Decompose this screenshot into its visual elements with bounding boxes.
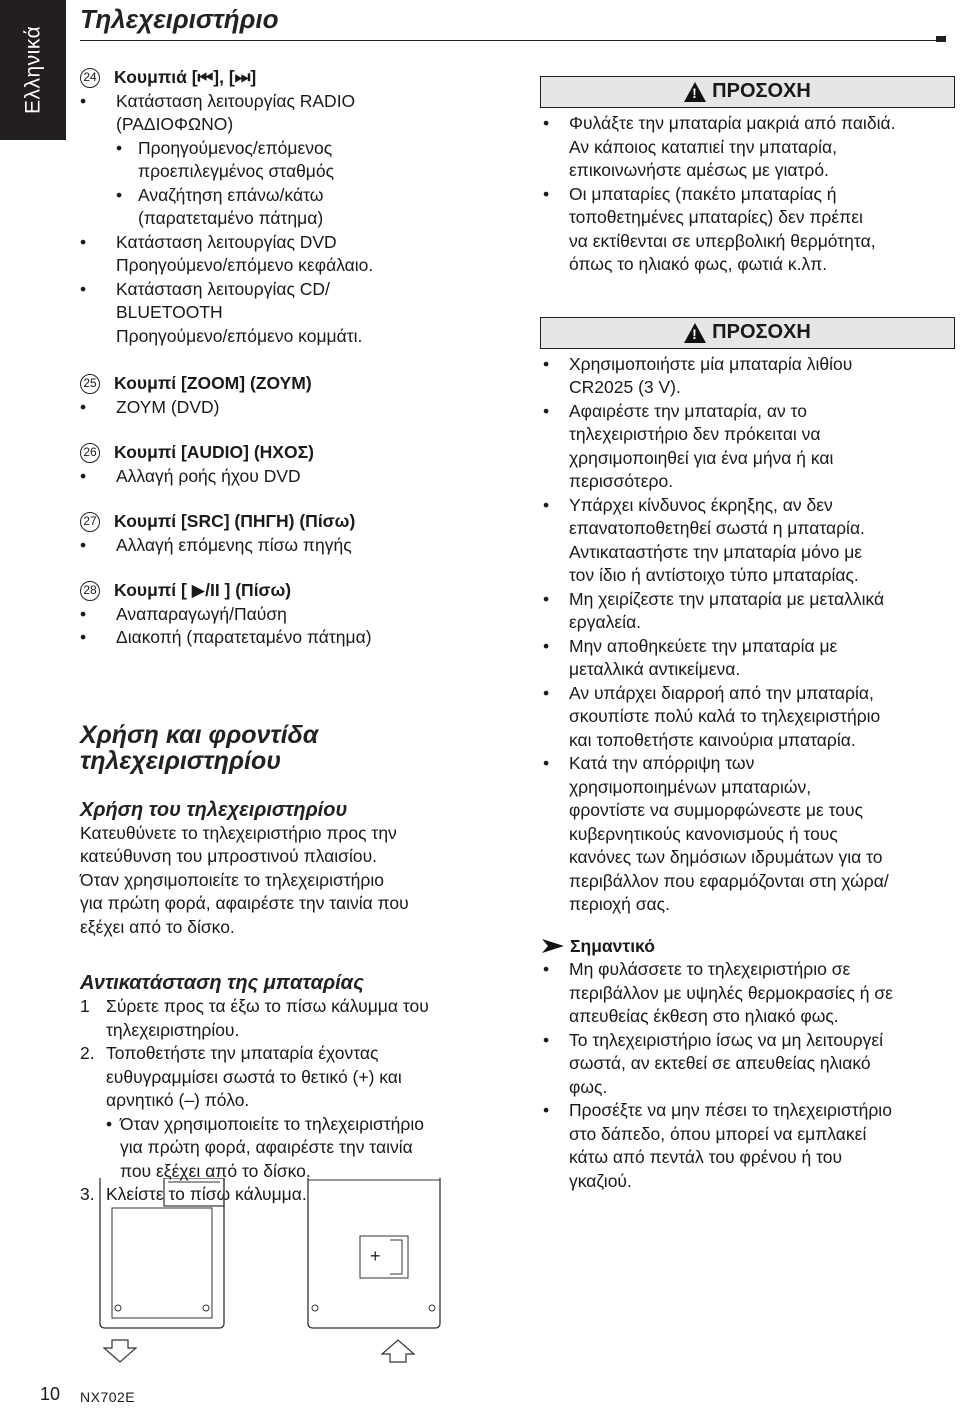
text-line: εξέχει από το δίσκο. — [80, 916, 235, 937]
text-line: κυβερνητικούς κανονισμούς ή τους — [569, 823, 838, 844]
spacer — [80, 348, 520, 372]
text-line: για πρώτη φορά, αφαιρέστε την ταινία — [120, 1137, 413, 1157]
page-number: 10 — [40, 1384, 61, 1404]
header-rule-end — [936, 36, 946, 42]
spacer — [80, 557, 520, 579]
right-column — [540, 76, 955, 1193]
important-heading — [540, 935, 955, 959]
text-line: χρησιμοποιημένων μπαταριών, — [569, 776, 812, 797]
left-column — [80, 66, 520, 1207]
caution-header — [540, 76, 955, 108]
text-line: Προηγούμενο/επόμενο κεφάλαιο. — [116, 255, 374, 275]
text-line: Προηγούμενο/επόμενο κομμάτι. — [116, 325, 363, 346]
text-line: κατεύθυνση του μπροστινού πλαισίου. — [80, 846, 377, 866]
item-title: Κουμπί [ZOOM] (ΖΟΥΜ) — [114, 373, 312, 393]
item-heading — [80, 66, 520, 90]
text-line: γκαζιού. — [569, 1170, 632, 1191]
warning-icon — [684, 82, 706, 102]
text-line: BLUETOOTH — [116, 302, 223, 322]
step-item — [80, 995, 520, 1019]
text-line: σωστά, αν εκτεθεί σε απευθείας ηλιακό — [569, 1053, 871, 1073]
item-heading — [80, 510, 520, 534]
text-line: τηλεχειριστηρίου. — [106, 1019, 240, 1040]
text-line: τηλεχειριστήριο δεν πρόκειται να — [569, 424, 821, 444]
step-number: 1 — [80, 996, 90, 1016]
step-text: Σύρετε προς τα έξω το πίσω κάλυμμα του — [106, 996, 429, 1016]
item-heading — [80, 372, 520, 396]
bullet-item: • ΖΟΥΜ (DVD) — [80, 396, 520, 420]
page-title: Τηλεχειριστήριο — [80, 4, 279, 34]
caution-header — [540, 317, 955, 349]
important-label: Σημαντικό — [570, 935, 655, 956]
text-line: κανόνες των δημόσιων ιδρυμάτων για το — [569, 847, 883, 867]
item-number-circle: 24 — [80, 68, 100, 88]
text-line: που εξέχει από το δίσκο. — [120, 1160, 311, 1181]
battery-circle-icon — [115, 1175, 165, 1225]
text-line: περιβάλλον που εφαρμόζονται στη χώρα/ — [569, 870, 889, 891]
text-line: CR2025 (3 V). — [569, 377, 681, 397]
bullet-item: • Αλλαγή επόμενης πίσω πηγής — [80, 534, 520, 558]
text-line: Κατευθύνετε το τηλεχειριστήριο προς την — [80, 822, 397, 843]
caution-label: ΠΡΟΣΟΧΗ — [712, 320, 811, 343]
bullet-item: • Αναπαραγωγή/Παύση — [80, 603, 520, 627]
text-line: και τοποθετήστε καινούρια μπαταρία. — [569, 729, 856, 750]
text-line: απευθείας έκθεση στο ηλιακό φως. — [569, 1006, 839, 1026]
text-line: κάτω από πεντάλ του φρένου ή του — [569, 1147, 843, 1167]
bullet-item: • Κατά την απόρριψη των — [540, 752, 955, 776]
bullet-item: • Διακοπή (παρατεταμένο πάτημα) — [80, 626, 520, 650]
text-line: περιβάλλον με υψηλές θερμοκρασίες ή σε — [569, 982, 893, 1003]
bullet-item: • Χρησιμοποιήστε μία μπαταρία λιθίου — [540, 353, 955, 377]
warning-icon-mark: ! — [692, 325, 697, 342]
step-number: 2. — [80, 1043, 95, 1063]
text-line: (ΡΑΔΙΟΦΩΝΟ) — [116, 114, 234, 134]
bullet-item: • Αφαιρέστε την μπαταρία, αν το — [540, 400, 955, 424]
step-text: Τοποθετήστε την μπαταρία έχοντας — [106, 1043, 379, 1063]
spacer — [80, 419, 520, 441]
text-line: περιοχή σας. — [569, 894, 670, 914]
model-name: NX702E — [80, 1389, 136, 1405]
spacer — [80, 774, 520, 798]
text-line: μεταλλικά αντικείμενα. — [569, 659, 741, 679]
text-line: για πρώτη φορά, αφαιρέστε την ταινία που — [80, 893, 409, 913]
text-line: αρνητικό (–) πόλο. — [106, 1090, 250, 1110]
item-number-circle: 27 — [80, 512, 100, 532]
warning-icon-mark: ! — [692, 85, 697, 101]
item-heading — [80, 579, 520, 603]
bullet-item: • Οι μπαταρίες (πακέτο μπαταρίας ή — [540, 183, 955, 207]
text-line: επανατοποθετηθεί σωστά η μπαταρία. — [569, 518, 865, 538]
bullet-item: • Κατάσταση λειτουργίας DVD — [80, 231, 520, 255]
bullet-item: • Φυλάξτε την μπαταρία μακριά από παιδιά. — [540, 112, 955, 136]
item-number-circle: 28 — [80, 581, 100, 601]
text-line: στο δάπεδο, όπου μπορεί να εμπλακεί — [569, 1123, 867, 1144]
text-line: χρησιμοποιηθεί για ένα μήνα ή και — [569, 447, 834, 468]
text-line: φως. — [569, 1076, 608, 1097]
bullet-item: • Αν υπάρχει διαρροή από την μπαταρία, — [540, 682, 955, 706]
item-number-circle: 26 — [80, 443, 100, 463]
bullet-item: • Το τηλεχειριστήριο ίσως να μη λειτουργεί — [540, 1029, 955, 1053]
text-line: σκουπίστε πολύ καλά το τηλεχειριστήριο — [569, 706, 881, 726]
text-line: όπως το ηλιακό φως, φωτιά κ.λπ. — [569, 254, 828, 274]
bullet-item: • Προηγούμενος/επόμενος — [80, 137, 520, 161]
item-number-circle: 25 — [80, 374, 100, 394]
bullet-item: • Προσέξτε να μην πέσει το τηλεχειριστήριο — [540, 1099, 955, 1123]
bullet-item: • Αλλαγή ροής ήχου DVD — [80, 465, 520, 489]
section-title: τηλεχειριστηρίου — [80, 746, 282, 775]
step-number: 3. — [80, 1184, 95, 1204]
bullet-item: • Όταν χρησιμοποιείτε το τηλεχειριστήριο — [80, 1113, 520, 1137]
text-line: φροντίστε να συμμορφώνεστε με τους — [569, 800, 864, 820]
subsection-title: Χρήση του τηλεχειριστηρίου — [80, 798, 348, 821]
item-title: Κουμπί [ ▶/II ] (Πίσω) — [114, 580, 292, 600]
item-heading — [80, 441, 520, 465]
text-line: Όταν χρησιμοποιείτε το τηλεχειριστήριο — [80, 869, 384, 890]
text-line: (παρατεταμένο πάτημα) — [138, 208, 324, 228]
language-tab — [0, 0, 66, 140]
bullet-item: • Μην αποθηκεύετε την μπαταρία με — [540, 635, 955, 659]
spacer — [540, 917, 955, 935]
subsection-title: Αντικατάσταση της μπαταρίας — [80, 972, 364, 994]
text-line: περισσότερο. — [569, 471, 674, 491]
spacer — [540, 277, 955, 317]
text-line: τον ίδιο ή αντίστοιχο τύπο μπαταρίας. — [569, 565, 859, 585]
item-title: Κουμπί [SRC] (ΠΗΓΗ) (Πίσω) — [114, 511, 356, 531]
text-line: εργαλεία. — [569, 612, 642, 632]
bullet-item: • Υπάρχει κίνδυνος έκρηξης, αν δεν — [540, 494, 955, 518]
header-rule — [80, 40, 946, 41]
item-title: Κουμπιά [⏮], [⏭] — [114, 67, 257, 87]
spacer — [80, 939, 520, 971]
caution-label: ΠΡΟΣΟΧΗ — [712, 80, 811, 103]
text-line: ευθυγραμμίσει σωστά το θετικό (+) και — [106, 1066, 402, 1087]
text-line: Αντικαταστήστε την μπαταρία μόνο με — [569, 541, 863, 562]
bullet-item: • Κατάσταση λειτουργίας RADIO — [80, 90, 520, 114]
text-line: να εκτίθενται σε υπερβολική θερμότητα, — [569, 230, 876, 251]
item-title: Κουμπί [AUDIO] (ΗΧΟΣ) — [114, 442, 314, 462]
remote-back-illustration-right — [290, 1178, 460, 1378]
bullet-item: • Κατάσταση λειτουργίας CD/ — [80, 278, 520, 302]
text-line: Αν κάποιος καταπιεί την μπαταρία, — [569, 136, 837, 157]
text-line: προεπιλεγμένος σταθμός — [138, 161, 335, 181]
bullet-item: • Μη χειρίζεστε την μπαταρία με μεταλλικά — [540, 588, 955, 612]
spacer — [80, 650, 520, 722]
text-line: επικοινωνήστε αμέσως με γιατρό. — [569, 160, 829, 180]
battery-plus-sign: + — [370, 1246, 381, 1266]
step-item — [80, 1042, 520, 1066]
section-title: Χρήση και φροντίδα — [80, 720, 319, 749]
warning-icon — [684, 323, 706, 343]
arrow-right-icon — [540, 937, 566, 955]
language-tab-label: Ελληνικά — [21, 25, 45, 115]
step-text: Κλείστε το πίσω κάλυμμα. — [106, 1184, 307, 1204]
text-line: τοποθετημένες μπαταρίες) δεν πρέπει — [569, 207, 863, 227]
bullet-item: • Μη φυλάσσετε το τηλεχειριστήριο σε — [540, 958, 955, 982]
bullet-item: • Αναζήτηση επάνω/κάτω — [80, 184, 520, 208]
spacer — [80, 488, 520, 510]
